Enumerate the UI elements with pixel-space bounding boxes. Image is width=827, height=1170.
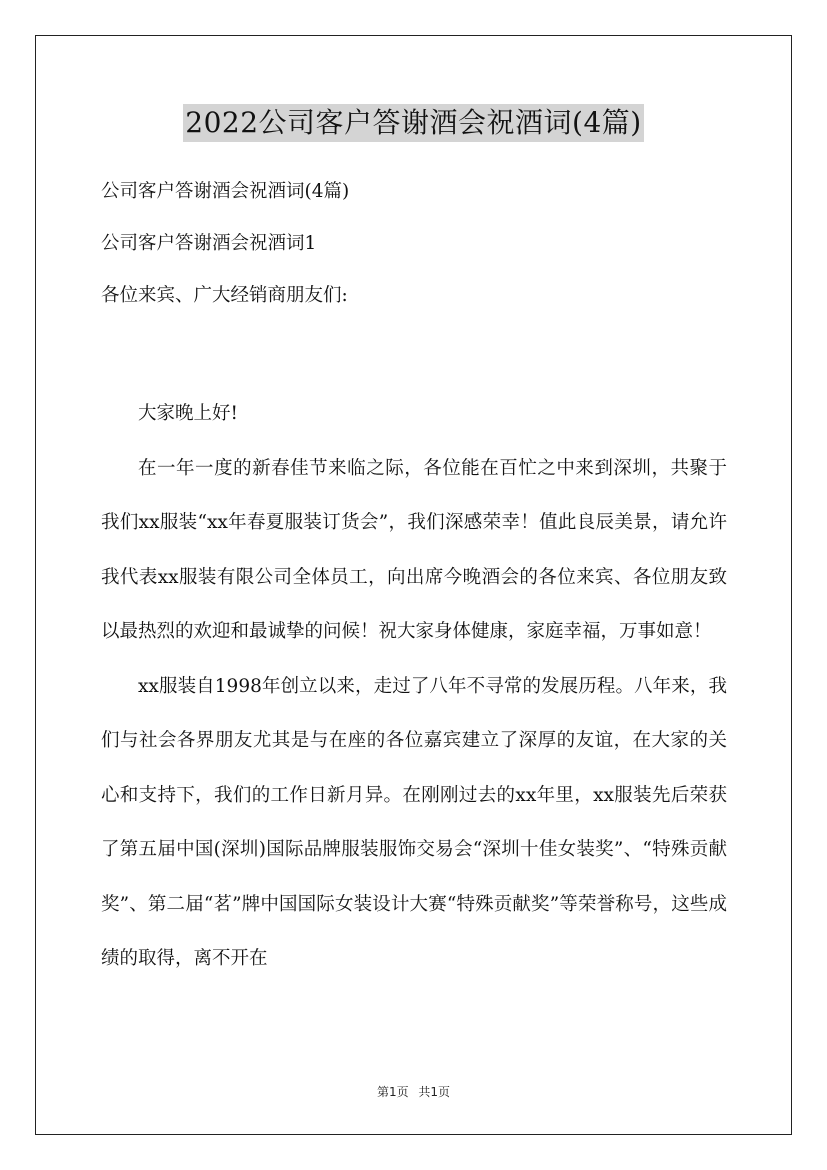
section-title: 公司客户答谢酒会祝酒词1 [101, 233, 317, 254]
document-title: 2022公司客户答谢酒会祝酒词(4篇) [183, 104, 643, 142]
paragraph: xx服装自1998年创立以来，走过了八年不寻常的发展历程。八年来，我们与社会各界朋友尤其是与在座的各位嘉宾建立了深厚的友谊，在大家的关心和支持下，我们的工作日新月异。在刚刚过去的xx年里，xx服装先后荣获了第五届中国(深圳)国际品牌服装服饰交易会“深圳十佳女装奖”、“特殊贡献奖”、第二届“茗”牌中国国际女装设计大赛“特殊贡献奖”等荣誉称号，这些成绩的取得，离不开在 [101, 675, 727, 969]
page-total: 共1页 [418, 1085, 451, 1099]
page-footer [0, 1084, 827, 1100]
page-number: 第1页 [376, 1085, 409, 1099]
paragraph: 在一年一度的新春佳节来临之际，各位能在百忙之中来到深圳，共聚于我们xx服装“xx年春夏服装订货会”，我们深感荣幸！值此良辰美景，请允许我代表xx服装有限公司全体员工，向出席今晚酒会的各位来宾、各位朋友致以最热烈的欢迎和最诚挚的问候！祝大家身体健康，家庭幸福，万事如意！ [101, 457, 727, 642]
greeting: 大家晚上好! [138, 403, 238, 424]
title-container [0, 104, 827, 142]
subtitle: 公司客户答谢酒会祝酒词(4篇) [101, 181, 350, 202]
document-body [101, 178, 727, 987]
salutation: 各位来宾、广大经销商朋友们: [101, 285, 348, 306]
